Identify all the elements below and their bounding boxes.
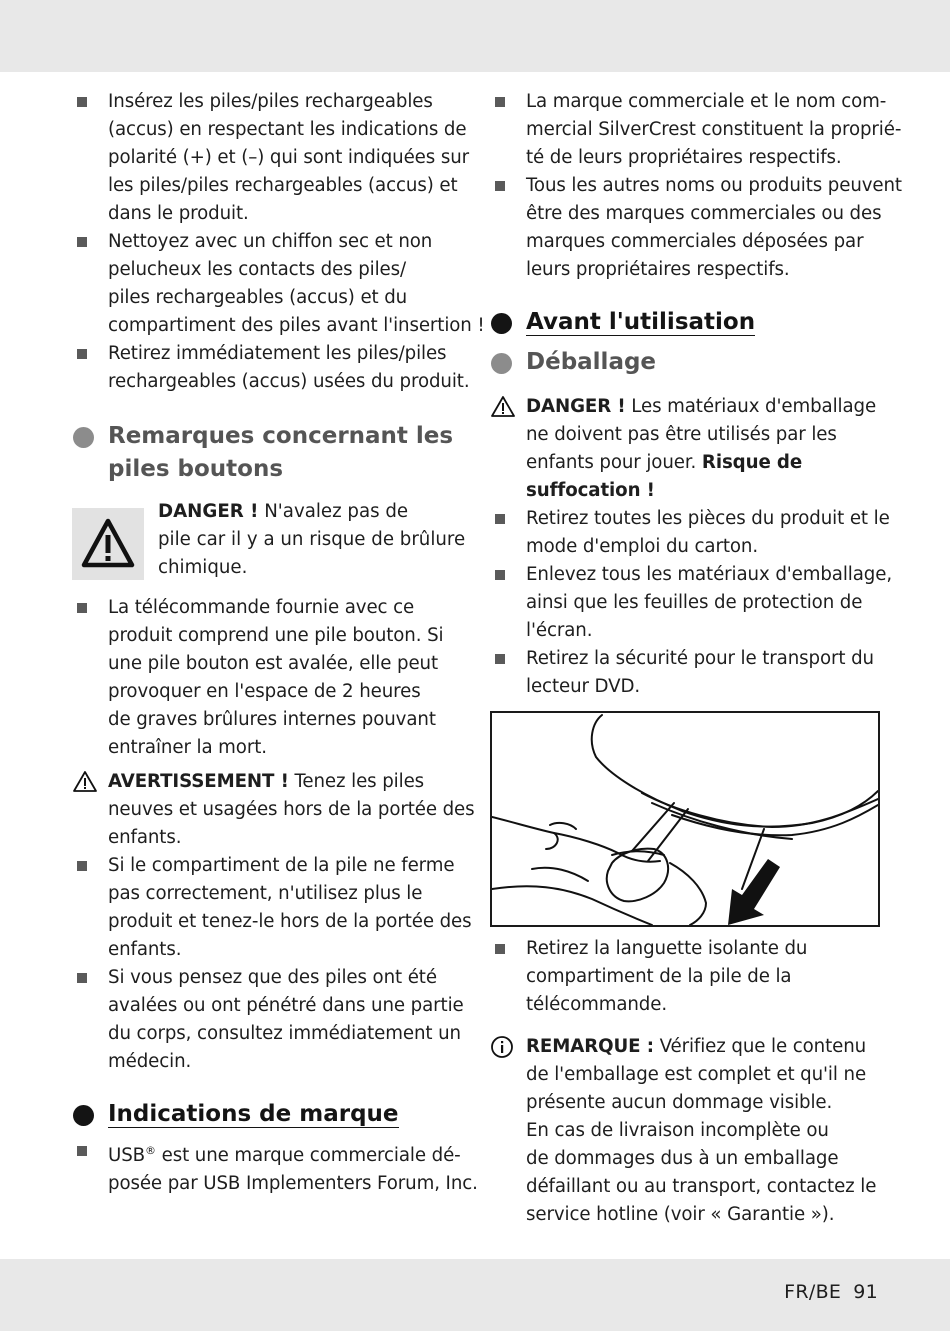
- text-line: entraîner la mort.: [108, 737, 267, 758]
- heading-text: Indications de marque: [108, 1101, 399, 1127]
- list-item: [490, 172, 902, 284]
- text-line: lecteur DVD.: [526, 676, 641, 697]
- section-heading-unpacking: [490, 346, 882, 379]
- hand-pulling-tab-illustration: [492, 713, 878, 925]
- warning-label: AVERTISSEMENT !: [108, 771, 289, 792]
- text-line: être des marques commerciales ou des: [526, 203, 882, 224]
- text-line: marques commerciales déposées par: [526, 231, 864, 252]
- text-line: Nettoyez avec un chiffon sec et non: [108, 231, 433, 252]
- text-line: est une marque commerciale dé-: [155, 1145, 461, 1167]
- text-line: les piles/piles rechargeables (accus) et: [108, 175, 458, 196]
- warning-triangle-icon: [490, 395, 516, 419]
- text-line: pas correctement, n'utilisez plus le: [108, 883, 423, 904]
- text-line: leurs propriétaires respectifs.: [526, 259, 790, 280]
- info-icon: [490, 1035, 514, 1059]
- text-line: du corps, consultez immédiatement un: [108, 1023, 461, 1044]
- section-heading-brand: [72, 1098, 467, 1131]
- text-line: pelucheux les contacts des piles/: [108, 259, 407, 280]
- danger-box: [72, 498, 467, 594]
- text-line: service hotline (voir « Garantie »).: [526, 1204, 835, 1225]
- text-line: de dommages dus à un emballage: [526, 1148, 839, 1169]
- heading-line: piles boutons: [108, 456, 284, 482]
- usb-text: USB: [108, 1145, 146, 1167]
- note-box: [490, 1033, 882, 1229]
- text-line: compartiment de la pile de la: [526, 966, 792, 987]
- text-line: mode d'emploi du carton.: [526, 536, 759, 557]
- text-line: présente aucun dommage visible.: [526, 1092, 833, 1113]
- list-item: [72, 1137, 478, 1198]
- text-line: polarité (+) et (–) qui sont indiquées sur: [108, 147, 469, 168]
- list-item: [72, 852, 472, 964]
- text-line: de l'emballage est complet et qu'il ne: [526, 1064, 867, 1085]
- text-line: Insérez les piles/piles rechargeables: [108, 91, 433, 112]
- text-line: défaillant ou au transport, contactez le: [526, 1176, 877, 1197]
- text-line: Tenez les piles: [294, 771, 425, 792]
- section-heading-before-use: [490, 306, 882, 339]
- warning-triangle-icon: [72, 508, 144, 580]
- list-item: [490, 505, 890, 561]
- text-line: avalées ou ont pénétré dans une partie: [108, 995, 464, 1016]
- danger-label: DANGER !: [158, 501, 259, 522]
- text-line: ainsi que les feuilles de protection de: [526, 592, 863, 613]
- text-line: compartiment des piles avant l'insertion !: [108, 315, 485, 336]
- list-item: [72, 228, 485, 340]
- text-line: ne doivent pas être utilisés par les: [526, 424, 837, 445]
- language-code: FR/BE: [784, 1281, 842, 1303]
- danger-label: DANGER !: [526, 396, 626, 417]
- note-label: REMARQUE :: [526, 1036, 654, 1057]
- page-footer: [772, 1281, 878, 1303]
- text-line: té de leurs propriétaires respectifs.: [526, 147, 842, 168]
- text-line: La marque commerciale et le nom com-: [526, 91, 887, 112]
- danger-text: [158, 498, 465, 582]
- figure-remove-battery-tab: [490, 711, 880, 927]
- list-item: [72, 340, 470, 396]
- text-line: provoquer en l'espace de 2 heures: [108, 681, 421, 702]
- text-line: enfants.: [108, 939, 182, 960]
- list-item: [490, 88, 902, 172]
- section-dot-icon: [73, 1105, 94, 1126]
- section-dot-icon: [491, 313, 512, 334]
- text-line: neuves et usagées hors de la portée des: [108, 799, 475, 820]
- list-item: [490, 561, 893, 645]
- text-line: Retirez immédiatement les piles/piles: [108, 343, 447, 364]
- text-line: Retirez toutes les pièces du produit et le: [526, 508, 890, 529]
- list-item: [72, 964, 467, 1076]
- text-line: télécommande.: [526, 994, 668, 1015]
- text-line: de graves brûlures internes pouvant: [108, 709, 436, 730]
- registered-mark: ®: [145, 1144, 156, 1157]
- right-column: [490, 88, 902, 1229]
- text-line: Enlevez tous les matériaux d'emballage,: [526, 564, 893, 585]
- text-line: mercial SilverCrest constituent la proprié-: [526, 119, 902, 140]
- list-item: [72, 594, 467, 762]
- heading-text: Avant l'utilisation: [526, 309, 756, 335]
- text-line: (accus) en respectant les indications de: [108, 119, 467, 140]
- warning-triangle-icon: [72, 770, 98, 794]
- text-line: Retirez la sécurité pour le transport du: [526, 648, 874, 669]
- warning-note: [72, 768, 475, 852]
- text-line: pile car il y a un risque de brûlure: [158, 529, 466, 550]
- section-dot-icon: [491, 353, 512, 374]
- list-item: [72, 88, 467, 228]
- text-line: Si le compartiment de la pile ne ferme: [108, 855, 455, 876]
- text-line: N'avalez pas de: [264, 501, 409, 522]
- list-item: [490, 645, 882, 701]
- text-line: enfants pour jouer.: [526, 452, 697, 473]
- heading-line: Remarques concernant les: [108, 423, 454, 449]
- text-line: Si vous pensez que des piles ont été: [108, 967, 437, 988]
- text-line: Tous les autres noms ou produits peuvent: [526, 175, 902, 196]
- top-band: [0, 0, 950, 72]
- text-line: dans le produit.: [108, 203, 249, 224]
- text-line: produit et tenez-le hors de la portée des: [108, 911, 472, 932]
- text-line: chimique.: [158, 557, 248, 578]
- risk-label: Risque de: [701, 452, 803, 473]
- text-line: une pile bouton est avalée, elle peut: [108, 653, 438, 674]
- text-line: rechargeables (accus) usées du produit.: [108, 371, 470, 392]
- text-line: En cas de livraison incomplète ou: [526, 1120, 829, 1141]
- text-line: enfants.: [108, 827, 182, 848]
- text-line: produit comprend une pile bouton. Si: [108, 625, 444, 646]
- text-line: posée par USB Implementers Forum, Inc.: [108, 1173, 478, 1195]
- text-line: Vérifiez que le contenu: [659, 1036, 867, 1057]
- text-line: l'écran.: [526, 620, 593, 641]
- left-column: [72, 88, 485, 1198]
- risk-label: suffocation !: [526, 480, 655, 501]
- heading-text: Déballage: [526, 349, 657, 375]
- text-line: piles rechargeables (accus) et du: [108, 287, 408, 308]
- list-item: [490, 935, 882, 1019]
- text-line: médecin.: [108, 1051, 192, 1072]
- text-line: Les matériaux d'emballage: [631, 396, 877, 417]
- section-dot-icon: [73, 427, 94, 448]
- text-line: La télécommande fournie avec ce: [108, 597, 415, 618]
- danger-icon-box: [72, 508, 144, 580]
- text-line: Retirez la languette isolante du: [526, 938, 808, 959]
- section-heading-button-cells: [72, 420, 467, 486]
- page-number: 91: [853, 1281, 878, 1303]
- danger-note: [490, 393, 882, 505]
